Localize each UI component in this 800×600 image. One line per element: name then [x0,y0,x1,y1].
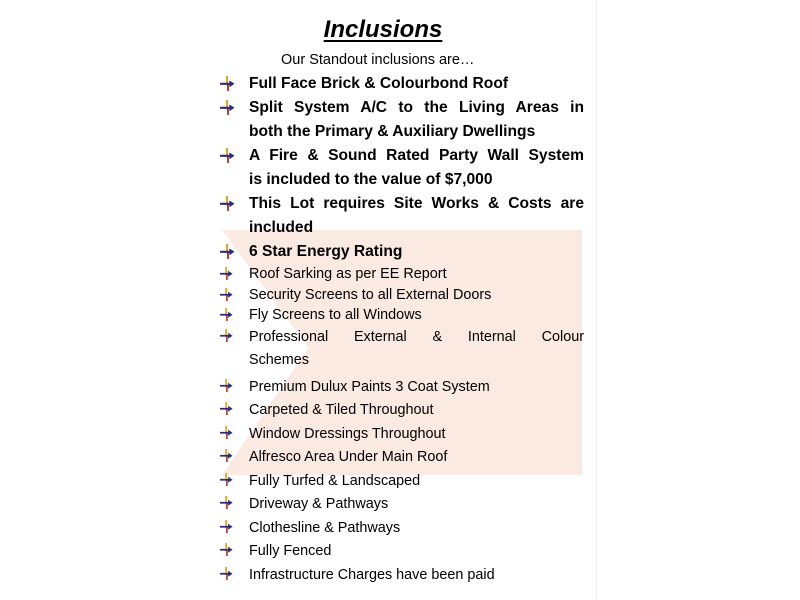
list-item: Full Face Brick & Colourbond Roof [216,72,584,96]
arrow-bullet-icon [220,473,233,486]
intro-text: Our Standout inclusions are… [281,52,475,68]
arrow-bullet-icon [220,148,235,163]
list-item: Clothesline & Pathways [216,517,584,541]
arrow-bullet-icon [220,76,235,91]
arrow-bullet-icon [220,100,235,115]
arrow-bullet-icon [220,267,233,280]
list-item: A Fire & Sound Rated Party Wall System is included to the value of $7,000 [216,144,584,192]
list-item: Window Dressings Throughout [216,423,584,447]
list-item: Fully Fenced [216,540,584,564]
list-item: 6 Star Energy Rating [216,240,584,264]
arrow-bullet-icon [220,244,235,259]
page-title-text: Inclusions [323,16,443,43]
list-item: This Lot requires Site Works & Costs are included [216,192,584,240]
list-item: Fly Screens to all Windows [216,305,584,326]
list-item: Security Screens to all External Doors [216,285,584,306]
page-edge-divider [596,0,597,600]
list-item: Infrastructure Charges have been paid [216,564,584,588]
arrow-bullet-icon [220,543,233,556]
arrow-bullet-icon [220,288,233,301]
list-item: Premium Dulux Paints 3 Coat System [216,376,584,400]
arrow-bullet-icon [220,379,233,392]
arrow-bullet-icon [220,196,235,211]
arrow-bullet-icon [220,402,233,415]
inclusions-list [216,72,584,587]
list-item: Driveway & Pathways [216,493,584,517]
page-title [0,16,800,44]
list-item: Professional External & Internal Colour Schemes [216,326,584,373]
list-item: Fully Turfed & Landscaped [216,470,584,494]
arrow-bullet-icon [220,520,233,533]
arrow-bullet-icon [220,567,233,580]
arrow-bullet-icon [220,308,233,321]
arrow-bullet-icon [220,426,233,439]
arrow-bullet-icon [220,449,233,462]
list-item: Alfresco Area Under Main Roof [216,446,584,470]
list-item: Split System A/C to the Living Areas in both the Primary & Auxiliary Dwellings [216,96,584,144]
arrow-bullet-icon [220,329,233,342]
arrow-bullet-icon [220,496,233,509]
list-item: Carpeted & Tiled Throughout [216,399,584,423]
list-item: Roof Sarking as per EE Report [216,264,584,285]
